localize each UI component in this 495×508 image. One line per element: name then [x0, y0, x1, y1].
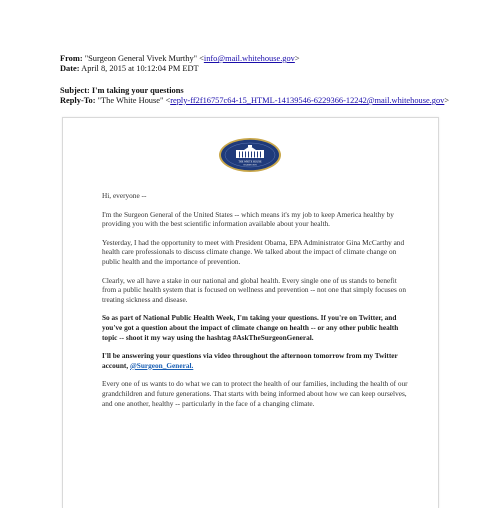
from-name: "Surgeon General Vivek Murthy" < — [84, 54, 204, 63]
twitter-handle-link[interactable]: @Surgeon_General. — [129, 360, 194, 370]
paragraph-1: I'm the Surgeon General of the United States -- which means it's my job to keep America healthy by providing you with the best scientific information available about your health. — [102, 209, 394, 229]
paragraph-6: Every one of us wants to do what we can to protect the health of our families, including the health of our grandchildren and future generations. That starts with being informed about how we can keep ourselves, and one another, healthy -- particularly in the face of a changing climate. — [102, 379, 408, 408]
paragraph-2: Yesterday, I had the opportunity to meet with President Obama, EPA Administrator Gina McCarthy and health care professionals to discuss climate change. We talked about the impact of climate change on public health and the importance of prevention. — [102, 237, 405, 266]
paragraph-5-text: I'll be answering your questions via video throughout the afternoon tomorrow from my Twitter account, — [102, 351, 398, 370]
email-body — [102, 191, 408, 417]
subject-value: I'm taking your questions — [91, 86, 184, 95]
date-value: April 8, 2015 at 10:12:04 PM EDT — [81, 64, 199, 73]
subject-label: Subject: — [60, 86, 90, 95]
white-house-seal-icon — [218, 137, 282, 173]
paragraph-5 — [102, 351, 408, 370]
email-body-card — [62, 117, 439, 508]
from-close: > — [294, 54, 300, 63]
reply-to-name: "The White House" < — [97, 96, 171, 105]
from-email-link[interactable]: info@mail.whitehouse.gov — [203, 54, 295, 63]
reply-to-close: > — [444, 96, 450, 105]
reply-to-label: Reply-To: — [60, 96, 96, 105]
reply-to-row — [60, 96, 480, 106]
seal-text-line1: THE WHITE HOUSE — [238, 160, 262, 164]
date-row — [60, 64, 480, 74]
greeting: Hi, everyone -- — [102, 191, 147, 200]
from-row — [60, 54, 480, 64]
from-label: From: — [60, 54, 83, 63]
subject-row — [60, 86, 480, 96]
seal-text-line2: WASHINGTON — [243, 164, 257, 167]
email-header — [60, 54, 480, 106]
reply-to-email-link[interactable]: reply-ff2f16757c64-15_HTML-14139546-6229366-12242@mail.whitehouse.gov — [170, 96, 445, 105]
date-label: Date: — [60, 64, 80, 73]
paragraph-3: Clearly, we all have a stake in our national and global health. Every single one of us stands to benefit from a public health system that is focused on wellness and prevention -- not one that simply focuses on treating sickness and disease. — [102, 275, 406, 304]
paragraph-4: So as part of National Public Health Week, I'm taking your questions. If you're on Twitter, and you've got a question about the impact of climate change on health -- or any other public health topic -- shoot it my way using the hashtag #AskTheSurgeonGeneral. — [102, 313, 399, 342]
